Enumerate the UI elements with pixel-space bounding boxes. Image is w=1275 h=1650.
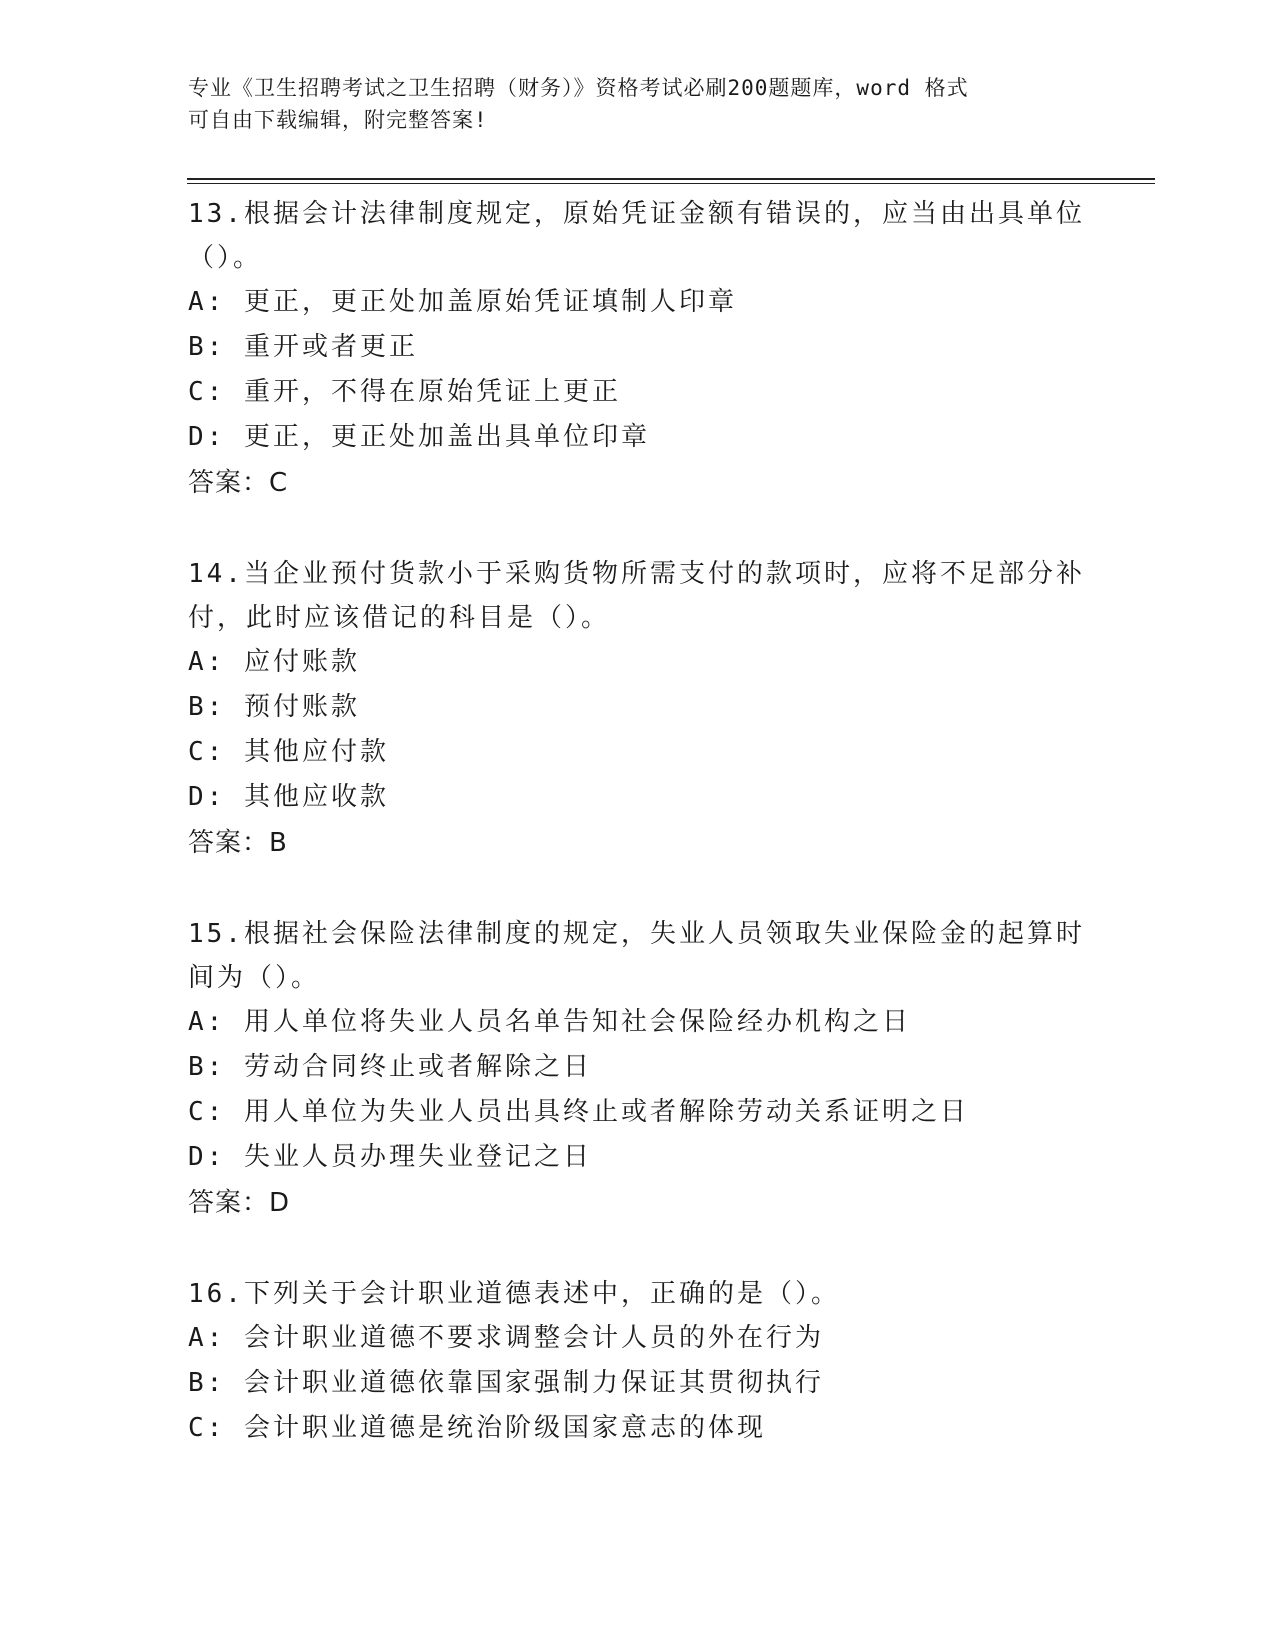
option-b: B: 预付账款 [188,692,360,722]
question-13 [188,192,1088,506]
option-b: B: 重开或者更正 [188,332,418,362]
option-d: D: 其他应收款 [188,782,389,812]
question-line: （）。 [188,243,263,273]
option-a: A: 更正，更正处加盖原始凭证填制人印章 [188,287,737,317]
answer: 答案：B [188,828,288,858]
option-a: A: 会计职业道德不要求调整会计人员的外在行为 [188,1323,824,1353]
question-text [188,552,1088,640]
header-line-1: 专业《卫生招聘考试之卫生招聘（财务）》资格考试必刷200题题库，word 格式 [188,76,969,100]
question-16 [188,1272,1088,1451]
question-14 [188,552,1088,866]
question-line: 16.下列关于会计职业道德表述中，正确的是（）。 [188,1279,840,1309]
option-c: C: 其他应付款 [188,737,389,767]
question-line: 15.根据社会保险法律制度的规定，失业人员领取失业保险金的起算时 [188,919,1085,949]
header-line-2: 可自由下载编辑，附完整答案! [188,108,488,132]
question-line: 间为（）。 [188,963,321,993]
option-c: C: 重开，不得在原始凭证上更正 [188,377,621,407]
question-line: 14.当企业预付货款小于采购货物所需支付的款项时，应将不足部分补 [188,559,1085,589]
option-a: A: 用人单位将失业人员名单告知社会保险经办机构之日 [188,1007,911,1037]
question-text [188,192,1088,280]
option-d: D: 更正，更正处加盖出具单位印章 [188,422,650,452]
option-c: C: 用人单位为失业人员出具终止或者解除劳动关系证明之日 [188,1097,969,1127]
question-15 [188,912,1088,1226]
question-line: 付，此时应该借记的科目是（）。 [188,603,611,633]
option-a: A: 应付账款 [188,647,360,677]
option-d: D: 失业人员办理失业登记之日 [188,1142,592,1172]
question-line: 13.根据会计法律制度规定，原始凭证金额有错误的，应当由出具单位 [188,199,1085,229]
option-b: B: 会计职业道德依靠国家强制力保证其贯彻执行 [188,1368,824,1398]
answer: 答案：D [188,1188,291,1218]
question-list [188,192,1088,1497]
question-text [188,1272,1088,1316]
question-text [188,912,1088,1000]
document-header [188,72,1068,136]
option-c: C: 会计职业道德是统治阶级国家意志的体现 [188,1413,766,1443]
option-b: B: 劳动合同终止或者解除之日 [188,1052,592,1082]
answer: 答案：C [188,468,289,498]
header-divider-thin [187,183,1155,184]
header-divider-thick [187,178,1155,180]
